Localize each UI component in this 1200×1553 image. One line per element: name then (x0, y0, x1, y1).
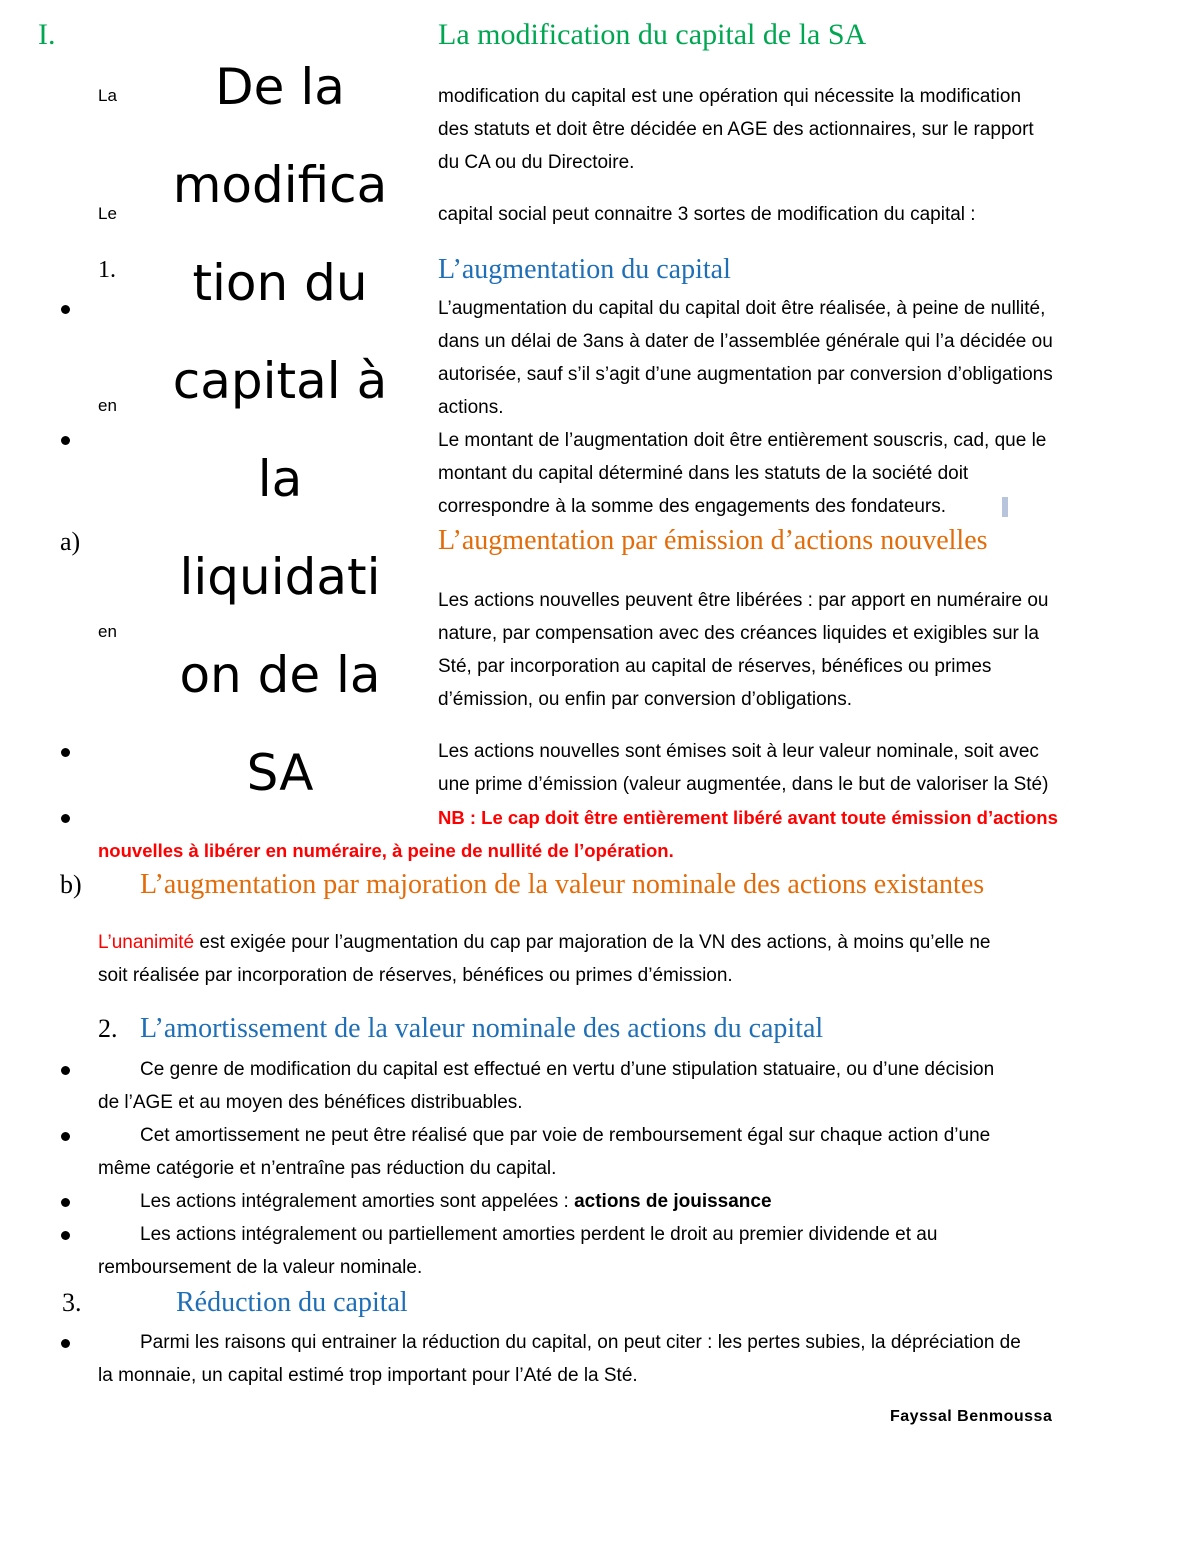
paragraph-line: du CA ou du Directoire. (438, 152, 635, 173)
bullet-icon (61, 305, 70, 314)
paragraph-line: montant du capital déterminé dans les statuts de la société doit (438, 463, 969, 484)
big-title-line: on de la (179, 646, 381, 704)
text-cursor (1002, 497, 1008, 517)
section-marker-2: 2. (98, 1014, 118, 1043)
paragraph-line: Sté, par incorporation au capital de réserves, bénéfices ou primes (438, 656, 992, 677)
section-heading-b: L’augmentation par majoration de la valeur nominale des actions existantes (140, 869, 985, 900)
bullet-icon (61, 1231, 70, 1240)
paragraph-line: dans un délai de 3ans à dater de l’assemblée générale qui l’a décidée ou (438, 331, 1053, 352)
paragraph-line: Ce genre de modification du capital est effectué en vertu d’une stipulation statuaire, ou d’une décision (140, 1059, 995, 1080)
bullet-icon (61, 1132, 70, 1141)
section-marker-3: 3. (62, 1288, 82, 1317)
paragraph-lead: Le (98, 204, 117, 223)
big-title-line: capital à (172, 352, 388, 410)
section-heading-2: L’amortissement de la valeur nominale des actions du capital (140, 1013, 824, 1044)
paragraph-line: capital social peut connaitre 3 sortes de modification du capital : (438, 204, 976, 225)
paragraph-line: une prime d’émission (valeur augmentée, dans le but de valoriser la Sté) (438, 774, 1049, 795)
paragraph-line: de l’AGE et au moyen des bénéfices distribuables. (98, 1092, 523, 1113)
bullet-icon (61, 1198, 70, 1207)
section-heading-3: Réduction du capital (176, 1287, 408, 1318)
paragraph-lead: en (98, 622, 117, 641)
paragraph-text: Les actions intégralement amorties sont appelées : (140, 1191, 575, 1212)
paragraph-lead: en (98, 396, 117, 415)
section-marker-a: a) (60, 527, 81, 556)
nb-note-line: NB : Le cap doit être entièrement libéré avant toute émission d’actions (438, 807, 1058, 828)
big-title-line: tion du (192, 254, 368, 312)
paragraph-line: correspondre à la somme des engagements des fondateurs. (438, 496, 947, 517)
section-marker-1: 1. (98, 257, 116, 283)
paragraph-line: L’augmentation du capital du capital doit être réalisée, à peine de nullité, (438, 298, 1046, 319)
paragraph-line: Les actions nouvelles sont émises soit à leur valeur nominale, soit avec (438, 741, 1039, 762)
paragraph-line: soit réalisée par incorporation de réserves, bénéfices ou primes d’émission. (98, 965, 733, 986)
nb-note-line: nouvelles à libérer en numéraire, à peine de nullité de l’opération. (98, 840, 674, 861)
big-title-line: modifica (172, 156, 388, 214)
paragraph-line: Les actions nouvelles peuvent être libérées : par apport en numéraire ou (438, 590, 1049, 611)
paragraph-line: nature, par compensation avec des créances liquides et exigibles sur la (438, 623, 1039, 644)
bullet-icon (61, 436, 70, 445)
big-title-line: la (257, 450, 303, 508)
section-marker-b: b) (60, 870, 82, 899)
paragraph-line: modification du capital est une opération qui nécessite la modification (438, 86, 1022, 107)
paragraph-line: des statuts et doit être décidée en AGE des actionnaires, sur le rapport (438, 119, 1034, 140)
bullet-icon (61, 1066, 70, 1075)
bullet-icon (61, 1339, 70, 1348)
paragraph-line: Cet amortissement ne peut être réalisé que par voie de remboursement égal sur chaque action d’une (140, 1125, 991, 1146)
author-signature: Fayssal Benmoussa (890, 1408, 1053, 1425)
section-marker-I: I. (38, 18, 56, 51)
paragraph-line: Le montant de l’augmentation doit être entièrement souscris, cad, que le (438, 430, 1047, 451)
big-title-line: liquidati (179, 548, 381, 606)
paragraph-line: la monnaie, un capital estimé trop important pour l’Até de la Sté. (98, 1365, 638, 1386)
big-title (150, 38, 410, 822)
paragraph-line: remboursement de la valeur nominale. (98, 1257, 423, 1278)
bullet-icon (61, 814, 70, 823)
paragraph-line (98, 926, 991, 959)
paragraph-text: est exigée pour l’augmentation du cap par majoration de la VN des actions, à moins qu’elle ne (194, 932, 991, 953)
section-heading-I: La modification du capital de la SA (438, 18, 867, 51)
paragraph-line: actions. (438, 397, 504, 418)
highlight-text: L’unanimité (98, 932, 195, 953)
emphasis-text: actions de jouissance (574, 1191, 772, 1212)
paragraph-line: autorisée, sauf s’il s’agit d’une augmentation par conversion d’obligations (438, 364, 1053, 385)
big-title-line: De la (215, 58, 345, 116)
big-title-line: SA (246, 744, 314, 802)
paragraph-line: d’émission, ou enfin par conversion d’obligations. (438, 689, 853, 710)
paragraph-line: Les actions intégralement ou partiellement amorties perdent le droit au premier dividende et au (140, 1224, 938, 1245)
paragraph-lead: La (98, 86, 117, 105)
bullet-icon (61, 748, 70, 757)
paragraph-line: Parmi les raisons qui entrainer la réduction du capital, on peut citer : les pertes subies, la dépréciation de (140, 1332, 1021, 1353)
section-heading-1: L’augmentation du capital (438, 254, 731, 285)
paragraph-line (140, 1185, 772, 1218)
section-heading-a: L’augmentation par émission d’actions nouvelles (438, 525, 988, 556)
paragraph-line: même catégorie et n’entraîne pas réduction du capital. (98, 1158, 557, 1179)
